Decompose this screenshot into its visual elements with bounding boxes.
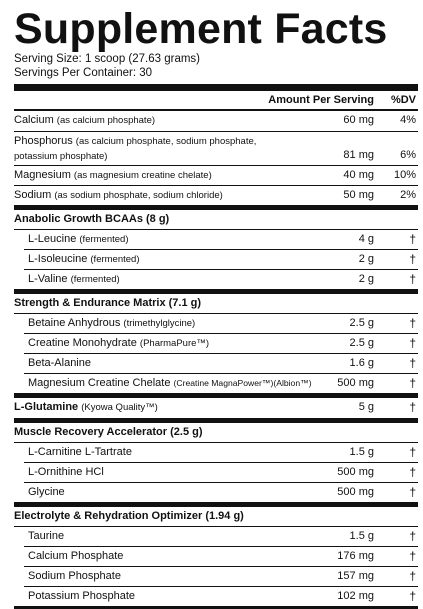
amount-header: Amount Per Serving — [268, 94, 374, 106]
ingredient-name: L-Isoleucine — [28, 253, 88, 265]
ingredient-name: L-Valine — [28, 273, 68, 285]
ingredient-dv: † — [409, 356, 416, 370]
ingredient-name: Betaine Anhydrous — [28, 317, 121, 329]
ingredient-row — [24, 547, 418, 567]
ingredient-row — [24, 354, 418, 374]
ingredient-amount: 176 mg — [337, 550, 374, 562]
section-title-strength — [14, 294, 418, 314]
ingredient-dv: † — [409, 465, 416, 479]
section-title-bcaas — [14, 210, 418, 230]
ingredient-dv: † — [409, 485, 416, 499]
nutrient-detail: (as calcium phosphate, sodium phosphate, — [75, 136, 257, 147]
ingredient-row — [24, 527, 418, 547]
ingredient-row — [24, 567, 418, 587]
ingredient-dv: † — [409, 569, 416, 583]
column-header — [14, 91, 418, 111]
ingredient-dv: † — [409, 252, 416, 266]
nutrient-amount: 40 mg — [343, 169, 374, 181]
ingredient-dv: † — [409, 529, 416, 543]
ingredient-name: L-Glutamine — [14, 401, 79, 413]
ingredient-detail: (fermented) — [70, 274, 120, 285]
ingredient-detail: (fermented) — [79, 234, 129, 245]
ingredient-detail: (Creatine MagnaPower™)(Albion™) — [173, 378, 312, 388]
ingredient-amount: 4 g — [358, 233, 374, 245]
ingredient-dv: † — [409, 272, 416, 286]
ingredient-row — [24, 463, 418, 483]
nutrient-dv: 10% — [393, 169, 416, 181]
ingredient-name: Sodium Phosphate — [28, 570, 121, 582]
nutrient-dv: 2% — [400, 189, 416, 201]
section-title-recovery — [14, 423, 418, 443]
ingredient-row — [14, 483, 418, 507]
serving-size: Serving Size: 1 scoop (27.63 grams) — [14, 53, 201, 65]
ingredient-dv: † — [409, 400, 416, 414]
ingredient-row — [14, 587, 418, 609]
nutrient-amount: 60 mg — [343, 114, 374, 126]
nutrient-name: Calcium — [14, 114, 54, 126]
ingredient-amount: 157 mg — [337, 570, 374, 582]
nutrient-dv: 4% — [400, 114, 416, 126]
nutrient-detail-2: potassium phosphate) — [14, 151, 108, 162]
ingredient-row — [24, 250, 418, 270]
nutrient-amount: 81 mg — [343, 149, 374, 161]
section-title: Anabolic Growth BCAAs (8 g) — [14, 213, 170, 225]
nutrient-detail: (as magnesium creatine chelate) — [73, 170, 212, 181]
ingredient-name: Potassium Phosphate — [28, 590, 136, 602]
ingredient-dv: † — [409, 232, 416, 246]
nutrient-name: Phosphorus — [14, 135, 73, 147]
servings-per-container: Servings Per Container: 30 — [14, 67, 153, 79]
ingredient-name: Glycine — [28, 486, 65, 498]
ingredient-name: Beta-Alanine — [28, 357, 91, 369]
ingredient-name: L-Leucine — [28, 233, 77, 245]
ingredient-amount: 500 mg — [337, 486, 374, 498]
ingredient-amount: 2 g — [358, 253, 374, 265]
nutrient-name: Magnesium — [14, 169, 71, 181]
nutrient-row-phosphorus — [14, 132, 418, 166]
ingredient-amount: 500 mg — [337, 466, 374, 478]
ingredient-dv: † — [409, 589, 416, 603]
nutrient-amount: 50 mg — [343, 189, 374, 201]
nutrient-detail: (as sodium phosphate, sodium chloride) — [54, 190, 223, 201]
ingredient-dv: † — [409, 316, 416, 330]
nutrient-row-magnesium — [14, 166, 418, 186]
ingredient-name: Taurine — [28, 530, 65, 542]
ingredient-amount: 102 mg — [337, 590, 374, 602]
ingredient-row — [24, 230, 418, 250]
ingredient-row — [24, 334, 418, 354]
ingredient-dv: † — [409, 445, 416, 459]
nutrient-detail: (as calcium phosphate) — [56, 115, 156, 126]
ingredient-amount: 2.5 g — [349, 317, 374, 329]
ingredient-detail: (PharmaPure™) — [139, 338, 210, 349]
ingredient-name: L-Carnitine L-Tartrate — [28, 446, 132, 458]
ingredient-detail: (trimethylglycine) — [123, 318, 196, 329]
ingredient-amount: 2 g — [358, 273, 374, 285]
ingredient-name: Creatine Monohydrate — [28, 337, 137, 349]
ingredient-detail: (Kyowa Quality™) — [81, 402, 158, 413]
ingredient-amount: 1.5 g — [349, 446, 374, 458]
ingredient-row-glutamine — [14, 398, 418, 423]
ingredient-amount: 5 g — [358, 401, 374, 413]
ingredient-row — [24, 443, 418, 463]
ingredient-dv: † — [409, 376, 416, 390]
nutrient-name: Sodium — [14, 189, 52, 201]
ingredient-dv: † — [409, 549, 416, 563]
ingredient-amount: 1.5 g — [349, 530, 374, 542]
ingredient-amount: 500 mg — [337, 377, 374, 389]
nutrient-row-sodium — [14, 186, 418, 210]
ingredient-name: L-Ornithine HCl — [28, 466, 104, 478]
ingredient-row — [14, 374, 418, 398]
section-title: Electrolyte & Rehydration Optimizer (1.94 g) — [14, 510, 244, 522]
ingredient-detail: (fermented) — [90, 254, 140, 265]
panel-title: Supplement Facts — [14, 5, 388, 53]
supplement-facts-panel — [14, 6, 418, 609]
thick-divider — [14, 84, 418, 91]
ingredient-amount: 1.6 g — [349, 357, 374, 369]
ingredient-row — [14, 270, 418, 294]
ingredient-dv: † — [409, 336, 416, 350]
nutrient-dv: 6% — [400, 149, 416, 161]
section-title: Strength & Endurance Matrix (7.1 g) — [14, 297, 202, 309]
ingredient-name: Magnesium Creatine Chelate — [28, 377, 171, 389]
ingredient-name: Calcium Phosphate — [28, 550, 124, 562]
section-title-electrolyte — [14, 507, 418, 527]
nutrient-row-calcium — [14, 111, 418, 132]
ingredient-amount: 2.5 g — [349, 337, 374, 349]
dv-header: %DV — [390, 94, 416, 106]
section-title: Muscle Recovery Accelerator (2.5 g) — [14, 426, 203, 438]
ingredient-row — [24, 314, 418, 334]
